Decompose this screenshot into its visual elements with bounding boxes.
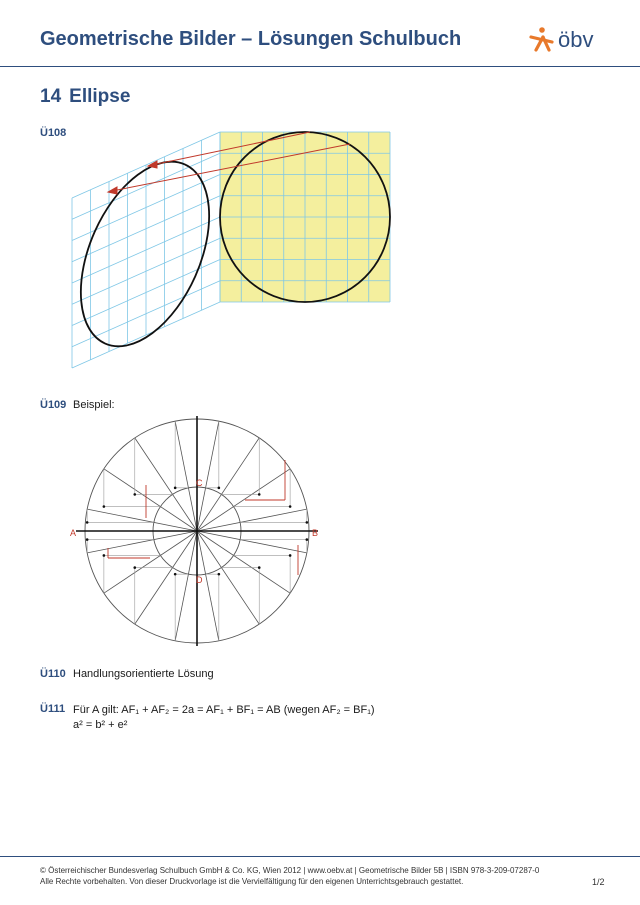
- footer-rights: Alle Rechte vorbehalten. Von dieser Druckvorlage ist die Vervielfältigung für den eigenen Unterrichtsgebrauch gestattet.: [40, 877, 464, 886]
- publisher-logo: [528, 25, 608, 55]
- page-number: 1/2: [592, 877, 605, 887]
- point-label-d: D: [196, 575, 203, 585]
- exercise-text-u109: Beispiel:: [73, 399, 115, 411]
- ellipse-construction-figure: [60, 410, 340, 655]
- chapter-title: Ellipse: [69, 86, 131, 107]
- chapter-heading: [40, 86, 130, 108]
- chapter-number: 14: [40, 86, 62, 107]
- exercise-label-u109: Ü109: [40, 399, 67, 411]
- ellipse-grid-figure: [60, 120, 410, 385]
- point-label-c: C: [196, 478, 203, 488]
- logo-text: öbv: [558, 27, 594, 52]
- exercise-text-u110: Handlungsorientierte Lösung: [73, 668, 214, 680]
- exercise-formula-u111: [73, 703, 375, 733]
- page-header-title: Geometrische Bilder – Lösungen Schulbuch: [40, 28, 462, 50]
- footer-copyright: © Österreichischer Bundesverlag Schulbuch GmbH & Co. KG, Wien 2012 | www.oebv.at | Geometrische Bilder 5B | ISBN 978-3-209-07287-0: [40, 866, 540, 875]
- exercise-label-u108: Ü108: [40, 127, 67, 139]
- exercise-label-u111: Ü111: [40, 703, 66, 715]
- header-divider: [0, 66, 640, 67]
- footer-divider: [0, 856, 640, 857]
- formula-line-2: a² = b² + e²: [73, 719, 128, 731]
- point-label-b: B: [312, 528, 319, 538]
- formula-line-1: Für A gilt: AF₁ + AF₂ = 2a = AF₁ + BF₁ = AB (wegen AF₂ = BF₁): [73, 704, 375, 716]
- exercise-label-u110: Ü110: [40, 668, 66, 680]
- point-label-a: A: [70, 528, 77, 538]
